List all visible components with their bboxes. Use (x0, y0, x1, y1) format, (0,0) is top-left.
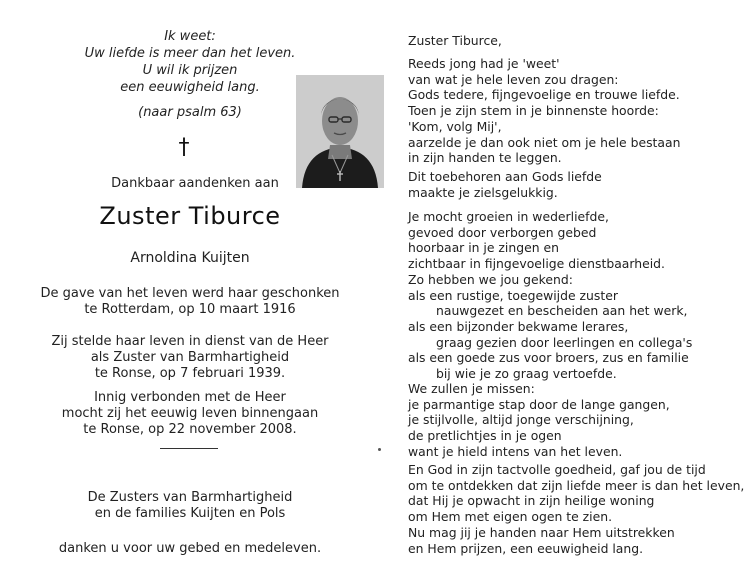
verse-line: als een goede zus voor broers, zus en familie (408, 350, 689, 366)
verse-line: Reeds jong had je 'weet' (408, 56, 560, 71)
verse-line: En God in zijn tactvolle goedheid, gaf jou de tijd (408, 462, 706, 477)
verse-line: je parmantige stap door de lange gangen, (408, 396, 670, 412)
profession-line: te Ronse, op 7 februari 1939. (94, 366, 286, 381)
stanza-1 (408, 56, 750, 166)
verse-line: Nu mag jij je handen naar Hem uitstrekken (408, 524, 675, 540)
civil-name: Arnoldina Kuijten (130, 250, 250, 266)
verse-line: om Hem met eigen ogen te zien. (408, 509, 613, 525)
verse-line: de pretlichtjes in je ogen (408, 428, 562, 444)
verse-line: als een rustige, toegewijde zuster (408, 287, 618, 303)
verse-line: Dit toebehoren aan Gods liefde (408, 169, 602, 184)
cross-icon: † (178, 135, 190, 160)
birth-line: te Rotterdam, op 10 maart 1916 (84, 302, 296, 317)
death-line: te Ronse, op 22 november 2008. (83, 422, 297, 437)
death-line: mocht zij het eeuwig leven binnengaan (61, 406, 319, 421)
stanza-4 (408, 381, 750, 460)
greeting-line: Zuster Tiburce, (408, 33, 502, 48)
verse-line: en Hem prijzen, een eeuwigheid lang. (408, 540, 644, 556)
profession-line: als Zuster van Barmhartigheid (90, 350, 290, 365)
verse-line: Je mocht groeien in wederliefde, (408, 209, 609, 224)
verse-line: dat Hij je opwacht in zijn heilige woning (408, 493, 655, 509)
stanza-5 (408, 462, 750, 556)
verse-line: als een bijzonder bekwame lerares, (408, 318, 629, 334)
verse-line: aarzelde je dan ook niet om je hele bestaan (408, 134, 681, 150)
stanza-3 (408, 209, 750, 382)
verse-line: Zo hebben we jou gekend: (408, 271, 573, 287)
portrait-photo (296, 75, 384, 188)
verse-line: zichtbaar in fijngevoelige dienstbaarheid. (408, 256, 665, 272)
thanks-line: danken u voor uw gebed en medeleven. (58, 541, 322, 556)
verse-line: maakte je zielsgelukkig. (408, 184, 558, 200)
death-text (0, 390, 380, 438)
poem-line: Ik weet: (164, 29, 216, 44)
greeting (408, 33, 750, 49)
death-line: Innig verbonden met de Heer (94, 390, 286, 405)
verse-line: Toen je zijn stem in je binnenste hoorde: (408, 103, 659, 119)
right-panel (408, 0, 750, 574)
deceased-name: Zuster Tiburce (99, 202, 281, 230)
poem-line: Uw liefde is meer dan het leven. (84, 46, 296, 61)
verse-line: We zullen je missen: (408, 381, 535, 396)
poem-line: een eeuwigheid lang. (120, 80, 260, 95)
verse-line: van wat je hele leven zou dragen: (408, 71, 619, 87)
thanks-text (0, 541, 380, 557)
verse-line: je stijlvolle, altijd jonge verschijning, (408, 412, 634, 428)
family-line: De Zusters van Barmhartigheid (87, 490, 293, 505)
profession-text (0, 334, 380, 382)
verse-line: hoorbaar in je zingen en (408, 240, 559, 256)
verse-line: in zijn handen te leggen. (408, 150, 562, 166)
birth-text (0, 286, 380, 318)
verse-line-indented: bij wie je zo graag vertoefde. (436, 366, 617, 382)
portrait-image (296, 75, 384, 188)
verse-line: 'Kom, volg Mij', (408, 118, 502, 134)
verse-line: Gods tedere, fijngevoelige en trouwe liefde. (408, 87, 680, 103)
verse-line-indented: nauwgezet en bescheiden aan het werk, (436, 303, 688, 319)
verse-line: want je hield intens van het leven. (408, 443, 623, 459)
birth-line: De gave van het leven werd haar geschonken (40, 286, 340, 301)
poem-line: U wil ik prijzen (142, 63, 238, 78)
profession-line: Zij stelde haar leven in dienst van de Heer (51, 334, 329, 349)
family-line: en de families Kuijten en Pols (94, 506, 286, 521)
verse-line-indented: graag gezien door leerlingen en collega's (436, 334, 693, 350)
verse-line: om te ontdekken dat zijn liefde meer is dan het leven, (408, 477, 745, 493)
family-text (0, 490, 380, 522)
verse-line: gevoed door verborgen gebed (408, 224, 597, 240)
stanza-2 (408, 169, 750, 200)
poem-source: (naar psalm 63) (138, 105, 242, 120)
intro-text: Dankbaar aandenken aan (111, 176, 279, 191)
divider-line (160, 448, 218, 449)
fold-mark (378, 448, 381, 451)
